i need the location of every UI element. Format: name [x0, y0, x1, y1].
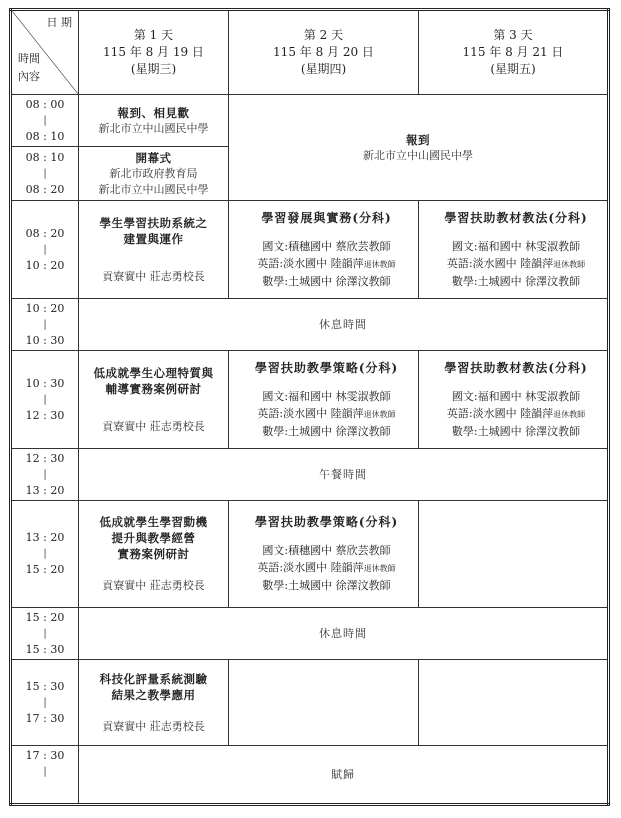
- header-row: [11, 10, 609, 95]
- teacher-line: 國文:福和國中 林雯淑教師: [451, 389, 581, 403]
- time-separator: |: [43, 167, 47, 179]
- time-cell: [11, 501, 79, 608]
- teacher-line: 英語:淡水國中 陸韻萍退休教師: [257, 256, 396, 270]
- day-weekday: (星期四): [300, 62, 347, 76]
- time-separator: |: [43, 627, 47, 639]
- session-title: 建置與運作: [123, 231, 184, 246]
- cropped-heading-fragment: [10, 0, 90, 6]
- session-title: 科技化評量系統測驗: [99, 671, 208, 686]
- lunch-cell: 午餐時間: [79, 449, 609, 501]
- session3-day3-empty-cell: [419, 501, 609, 608]
- row-1320-1520: [11, 501, 609, 608]
- session-speaker: 貢寮實中 莊志勇校長: [102, 719, 205, 733]
- opening-cell: [79, 147, 229, 201]
- day-date: 115 年 8 月 19 日: [103, 45, 204, 59]
- time-cell: [11, 147, 79, 201]
- time-separator: |: [43, 393, 47, 405]
- corner-header-cell: [11, 10, 79, 95]
- retired-note: 退休教師: [363, 564, 396, 573]
- row-1530-1730: [11, 660, 609, 746]
- session-title: 提升與教學經營: [111, 531, 196, 545]
- time-cell: [11, 95, 79, 147]
- day-3-header: [419, 10, 609, 95]
- opening-place: 新北市立中山國民中學: [98, 182, 209, 196]
- registration-day23-title: 報到: [406, 132, 430, 147]
- time-start: 15 : 20: [25, 610, 65, 624]
- session-title: 低成就學生心理特質與: [93, 365, 214, 380]
- registration-day1-cell: [79, 95, 229, 147]
- session-speaker: 貢寮實中 莊志勇校長: [102, 419, 205, 433]
- time-separator: |: [43, 243, 47, 255]
- time-start: 10 : 30: [25, 376, 65, 390]
- retired-note: 退休教師: [553, 409, 586, 419]
- session-speaker: 貢寮實中 莊志勇校長: [102, 269, 205, 283]
- session1-day3-cell: [419, 201, 609, 299]
- session-title: 學習發展與實務(分科): [261, 210, 392, 225]
- time-end: 12 : 30: [25, 408, 65, 422]
- teacher-line: 數學:土城國中 徐澤汶教師: [262, 579, 391, 592]
- time-end: 08 : 10: [25, 129, 65, 143]
- registration-day23-cell: [229, 95, 609, 201]
- time-start: 17 : 30: [25, 749, 65, 762]
- day-number: 第 1 天: [133, 28, 174, 42]
- teacher-line: 國文:福和國中 林雯淑教師: [451, 239, 581, 253]
- session-title: 學習扶助教學策略(分科): [254, 515, 399, 529]
- row-1020-1030: [11, 299, 609, 351]
- day-number: 第 2 天: [303, 28, 344, 42]
- registration-day1-place: 新北市立中山國民中學: [98, 121, 209, 135]
- teacher-line: 國文:積穗國中 蔡欣芸教師: [262, 239, 391, 253]
- session1-day2-cell: [229, 201, 419, 299]
- time-end: 15 : 30: [25, 642, 65, 656]
- time-start: 08 : 20: [25, 226, 65, 240]
- time-separator: |: [43, 548, 47, 559]
- time-separator: |: [43, 318, 47, 330]
- retired-note: 退休教師: [363, 259, 396, 269]
- row-0820-1020: [11, 201, 609, 299]
- teacher-line: 國文:積穗國中 蔡欣芸教師: [262, 544, 391, 557]
- day-weekday: (星期三): [130, 62, 177, 76]
- time-end: 13 : 20: [25, 483, 65, 497]
- time-cell: [11, 608, 79, 660]
- time-start: 10 : 20: [25, 301, 65, 315]
- row-1730: [11, 746, 609, 805]
- opening-title: 開幕式: [135, 150, 172, 165]
- break1-cell: 休息時間: [79, 299, 609, 351]
- session-title: 學習扶助教學策略(分科): [254, 360, 399, 375]
- session-title: 學習扶助教材教法(分科): [444, 360, 588, 375]
- session3-day2-cell: [229, 501, 419, 608]
- corner-date-label: 日 期: [46, 16, 72, 29]
- registration-day1-title: 報到、相見歡: [117, 105, 190, 120]
- time-separator: |: [43, 766, 47, 777]
- row-1030-1230: [11, 351, 609, 449]
- session-speaker: 貢寮實中 莊志勇校長: [102, 579, 205, 592]
- dismiss-cell: 賦歸: [79, 746, 609, 805]
- teacher-line: 數學:土城國中 徐澤汶教師: [451, 274, 581, 288]
- time-end: 17 : 30: [25, 711, 65, 725]
- session-title: 實務案例研討: [117, 547, 190, 561]
- time-cell: [11, 299, 79, 351]
- session4-day1-cell: [79, 660, 229, 746]
- teacher-line: 英語:淡水國中 陸韻萍退休教師: [446, 406, 586, 420]
- session-title: 低成就學生學習動機: [99, 515, 208, 529]
- time-cell: [11, 660, 79, 746]
- session-title: 結果之教學應用: [111, 687, 196, 702]
- row-1520-1530: [11, 608, 609, 660]
- time-end: 10 : 30: [25, 333, 65, 347]
- teacher-line: 數學:土城國中 徐澤汶教師: [451, 424, 581, 438]
- time-separator: |: [43, 696, 47, 708]
- session2-day3-cell: [419, 351, 609, 449]
- time-end: 10 : 20: [25, 258, 65, 272]
- day-1-header: [79, 10, 229, 95]
- time-separator: |: [43, 468, 47, 480]
- day-weekday: (星期五): [490, 62, 536, 76]
- registration-day23-place: 新北市立中山國民中學: [363, 148, 473, 162]
- session2-day2-cell: [229, 351, 419, 449]
- teacher-line: 英語:淡水國中 陸韻萍退休教師: [257, 561, 396, 574]
- time-start: 15 : 30: [25, 679, 65, 693]
- break2-cell: 休息時間: [79, 608, 609, 660]
- corner-content-label: 內容: [18, 70, 40, 83]
- day-2-header: [229, 10, 419, 95]
- time-cell: [11, 449, 79, 501]
- row-1230-1320: [11, 449, 609, 501]
- schedule-table: [9, 8, 610, 806]
- retired-note: 退休教師: [553, 259, 586, 269]
- time-cell: [11, 201, 79, 299]
- day-date: 115 年 8 月 21 日: [462, 45, 564, 59]
- session4-day2-empty-cell: [229, 660, 419, 746]
- time-cell: [11, 746, 79, 805]
- time-end: 08 : 20: [25, 182, 65, 196]
- time-start: 08 : 00: [25, 97, 65, 111]
- corner-time-label: 時間: [18, 52, 40, 65]
- time-separator: |: [43, 114, 47, 126]
- session4-day3-empty-cell: [419, 660, 609, 746]
- day-number: 第 3 天: [493, 28, 533, 42]
- opening-org: 新北市政府教育局: [109, 166, 198, 180]
- time-start: 08 : 10: [25, 150, 65, 164]
- session-title: 學習扶助教材教法(分科): [444, 210, 588, 225]
- teacher-line: 國文:福和國中 林雯淑教師: [262, 389, 391, 403]
- retired-note: 退休教師: [363, 409, 396, 419]
- teacher-line: 英語:淡水國中 陸韻萍退休教師: [446, 256, 586, 270]
- session-title: 輔導實務案例研討: [105, 381, 202, 396]
- time-end: 15 : 20: [25, 563, 65, 576]
- teacher-line: 英語:淡水國中 陸韻萍退休教師: [257, 406, 396, 420]
- time-start: 13 : 20: [25, 531, 65, 544]
- session2-day1-cell: [79, 351, 229, 449]
- day-date: 115 年 8 月 20 日: [273, 45, 374, 59]
- row-0800-0810: [11, 95, 609, 147]
- session1-day1-cell: [79, 201, 229, 299]
- teacher-line: 數學:土城國中 徐澤汶教師: [262, 424, 391, 438]
- time-cell: [11, 351, 79, 449]
- session-title: 學生學習扶助系統之: [99, 215, 208, 230]
- teacher-line: 數學:土城國中 徐澤汶教師: [262, 274, 391, 288]
- session3-day1-cell: [79, 501, 229, 608]
- time-start: 12 : 30: [25, 451, 65, 465]
